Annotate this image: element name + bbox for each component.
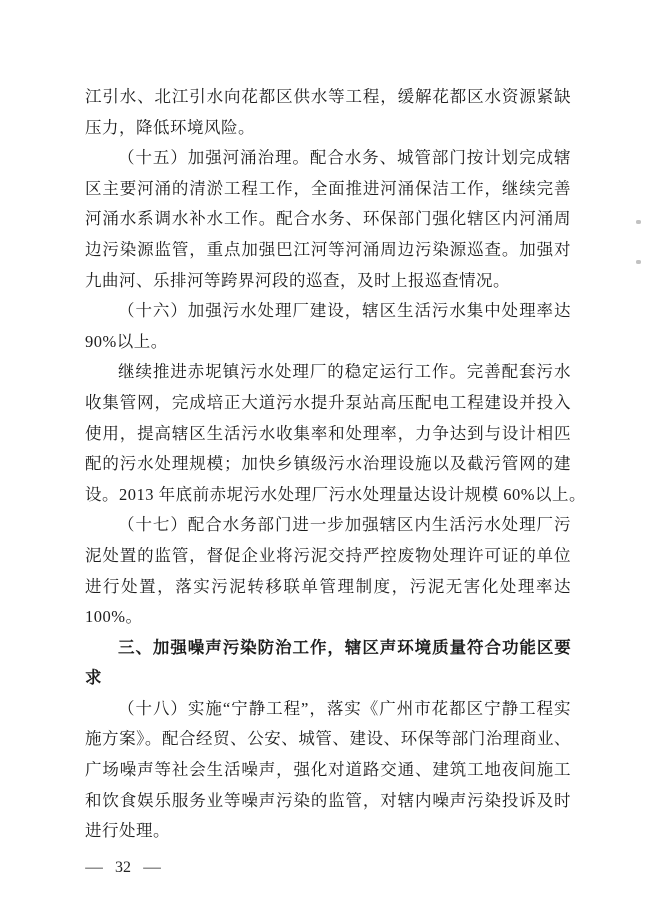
text-line: （十八）实施“宁静工程”，落实《广州市花都区宁静工程实 [118,698,571,718]
text-line: 进行处置，落实污泥转移联单管理制度，污泥无害化处理率达 [85,576,571,596]
text-line: 压力，降低环境风险。 [85,117,255,137]
page-footer [86,855,160,881]
text-line: 和饮食娱乐服务业等噪声污染的监管，对辖内噪声污染投诉及时 [85,790,571,810]
text-line: 施方案》。配合经贸、公安、城管、建设、环保等部门治理商业、 [85,729,571,749]
text-line: （十五）加强河涌治理。配合水务、城管部门按计划完成辖 [118,148,571,168]
text-line: 90%以上。 [85,331,168,351]
text-line: 河涌水系调水补水工作。配合水务、环保部门强化辖区内河涌周 [85,209,571,229]
text-line: 继续推进赤坭镇污水处理厂的稳定运行工作。完善配套污水 [118,362,571,382]
text-line: 边污染源监管，重点加强巴江河等河涌周边污染源巡查。加强对 [85,239,571,259]
text-line: 泥处置的监管，督促企业将污泥交持严控废物处理许可证的单位 [85,545,571,565]
text-line: （十七）配合水务部门进一步加强辖区内生活污水处理厂污 [118,515,571,535]
page-number: 32 [115,859,131,876]
text-line: 100%。 [85,607,143,627]
text-line: 配的污水处理规模；加快乡镇级污水治理设施以及截污管网的建 [85,454,571,474]
text-line: 设。2013 年底前赤坭污水处理厂污水处理量达设计规模 60%以上。 [85,484,586,504]
document-body [85,82,586,847]
text-line: 收集管网，完成培正大道污水提升泵站高压配电工程建设并投入 [85,392,571,412]
text-line: 九曲河、乐排河等跨界河段的巡查，及时上报巡查情况。 [85,270,510,290]
text-line: 江引水、北江引水向花都区供水等工程，缓解花都区水资源紧缺 [85,87,571,106]
text-line: 广场噪声等社会生活噪声，强化对道路交通、建筑工地夜间施工 [85,760,571,780]
text-line: 区主要河涌的清淤工程工作，全面推进河涌保洁工作，继续完善 [85,178,571,198]
footer-dash-left: — [85,859,103,876]
text-line: 使用，提高辖区生活污水收集率和处理率，力争达到与设计相匹 [85,423,571,443]
heading-line: 三、加强噪声污染防治工作，辖区声环境质量符合功能区要 [118,638,571,657]
footer-dash-right: — [143,859,161,876]
text-line: 进行处理。 [85,821,170,841]
scan-artifact [636,220,641,224]
scan-artifact [636,260,641,264]
heading-line: 求 [85,669,102,688]
text-line: （十六）加强污水处理厂建设，辖区生活污水集中处理率达 [118,301,571,321]
